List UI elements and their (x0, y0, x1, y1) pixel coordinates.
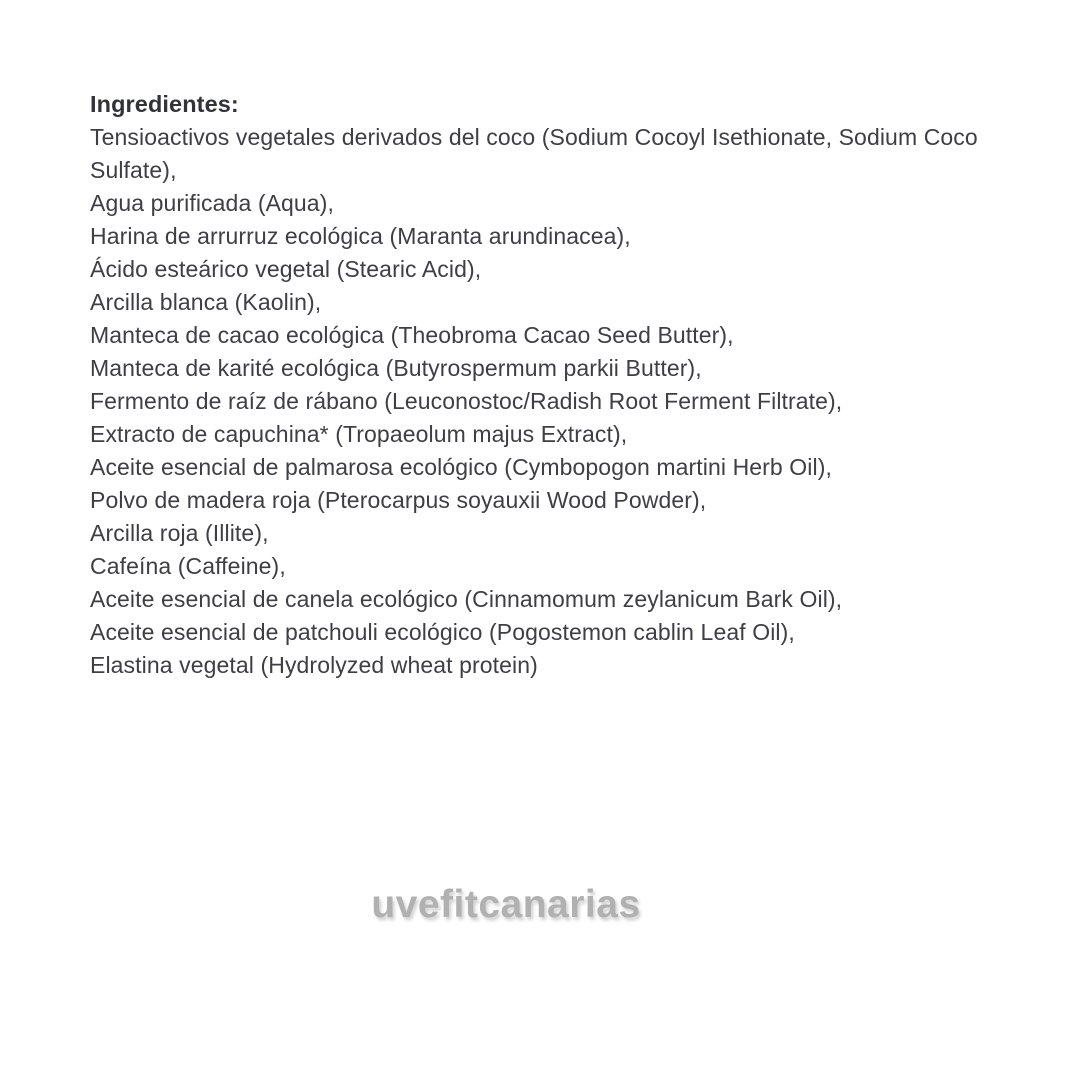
ingredient-line: Extracto de capuchina* (Tropaeolum majus Extract), (90, 421, 628, 447)
ingredient-line: Aceite esencial de palmarosa ecológico (Cymbopogon martini Herb Oil), (90, 454, 832, 480)
ingredient-line: Manteca de karité ecológica (Butyrospermum parkii Butter), (90, 355, 702, 381)
ingredient-line: Arcilla roja (Illite), (90, 520, 269, 546)
ingredients-title: Ingredientes: (90, 91, 239, 117)
ingredient-line: Fermento de raíz de rábano (Leuconostoc/Radish Root Ferment Filtrate), (90, 388, 843, 414)
ingredient-line: Manteca de cacao ecológica (Theobroma Cacao Seed Butter), (90, 322, 734, 348)
ingredient-line: Polvo de madera roja (Pterocarpus soyauxii Wood Powder), (90, 487, 707, 513)
ingredient-line: Sulfate), (90, 157, 177, 183)
ingredient-line: Harina de arrurruz ecológica (Maranta arundinacea), (90, 223, 631, 249)
ingredient-line: Aceite esencial de patchouli ecológico (Pogostemon cablin Leaf Oil), (90, 619, 795, 645)
ingredient-line: Aceite esencial de canela ecológico (Cinnamomum zeylanicum Bark Oil), (90, 586, 843, 612)
ingredient-line: Ácido esteárico vegetal (Stearic Acid), (90, 256, 482, 282)
ingredients-list (90, 88, 1040, 682)
ingredient-line: Elastina vegetal (Hydrolyzed wheat protein) (90, 652, 538, 678)
ingredient-line: Arcilla blanca (Kaolin), (90, 289, 322, 315)
watermark-brand-text: uvefitcanarias (371, 883, 641, 926)
ingredient-line: Agua purificada (Aqua), (90, 190, 334, 216)
ingredient-line: Cafeína (Caffeine), (90, 553, 286, 579)
ingredient-line: Tensioactivos vegetales derivados del coco (Sodium Cocoyl Isethionate, Sodium Coco (90, 124, 978, 150)
